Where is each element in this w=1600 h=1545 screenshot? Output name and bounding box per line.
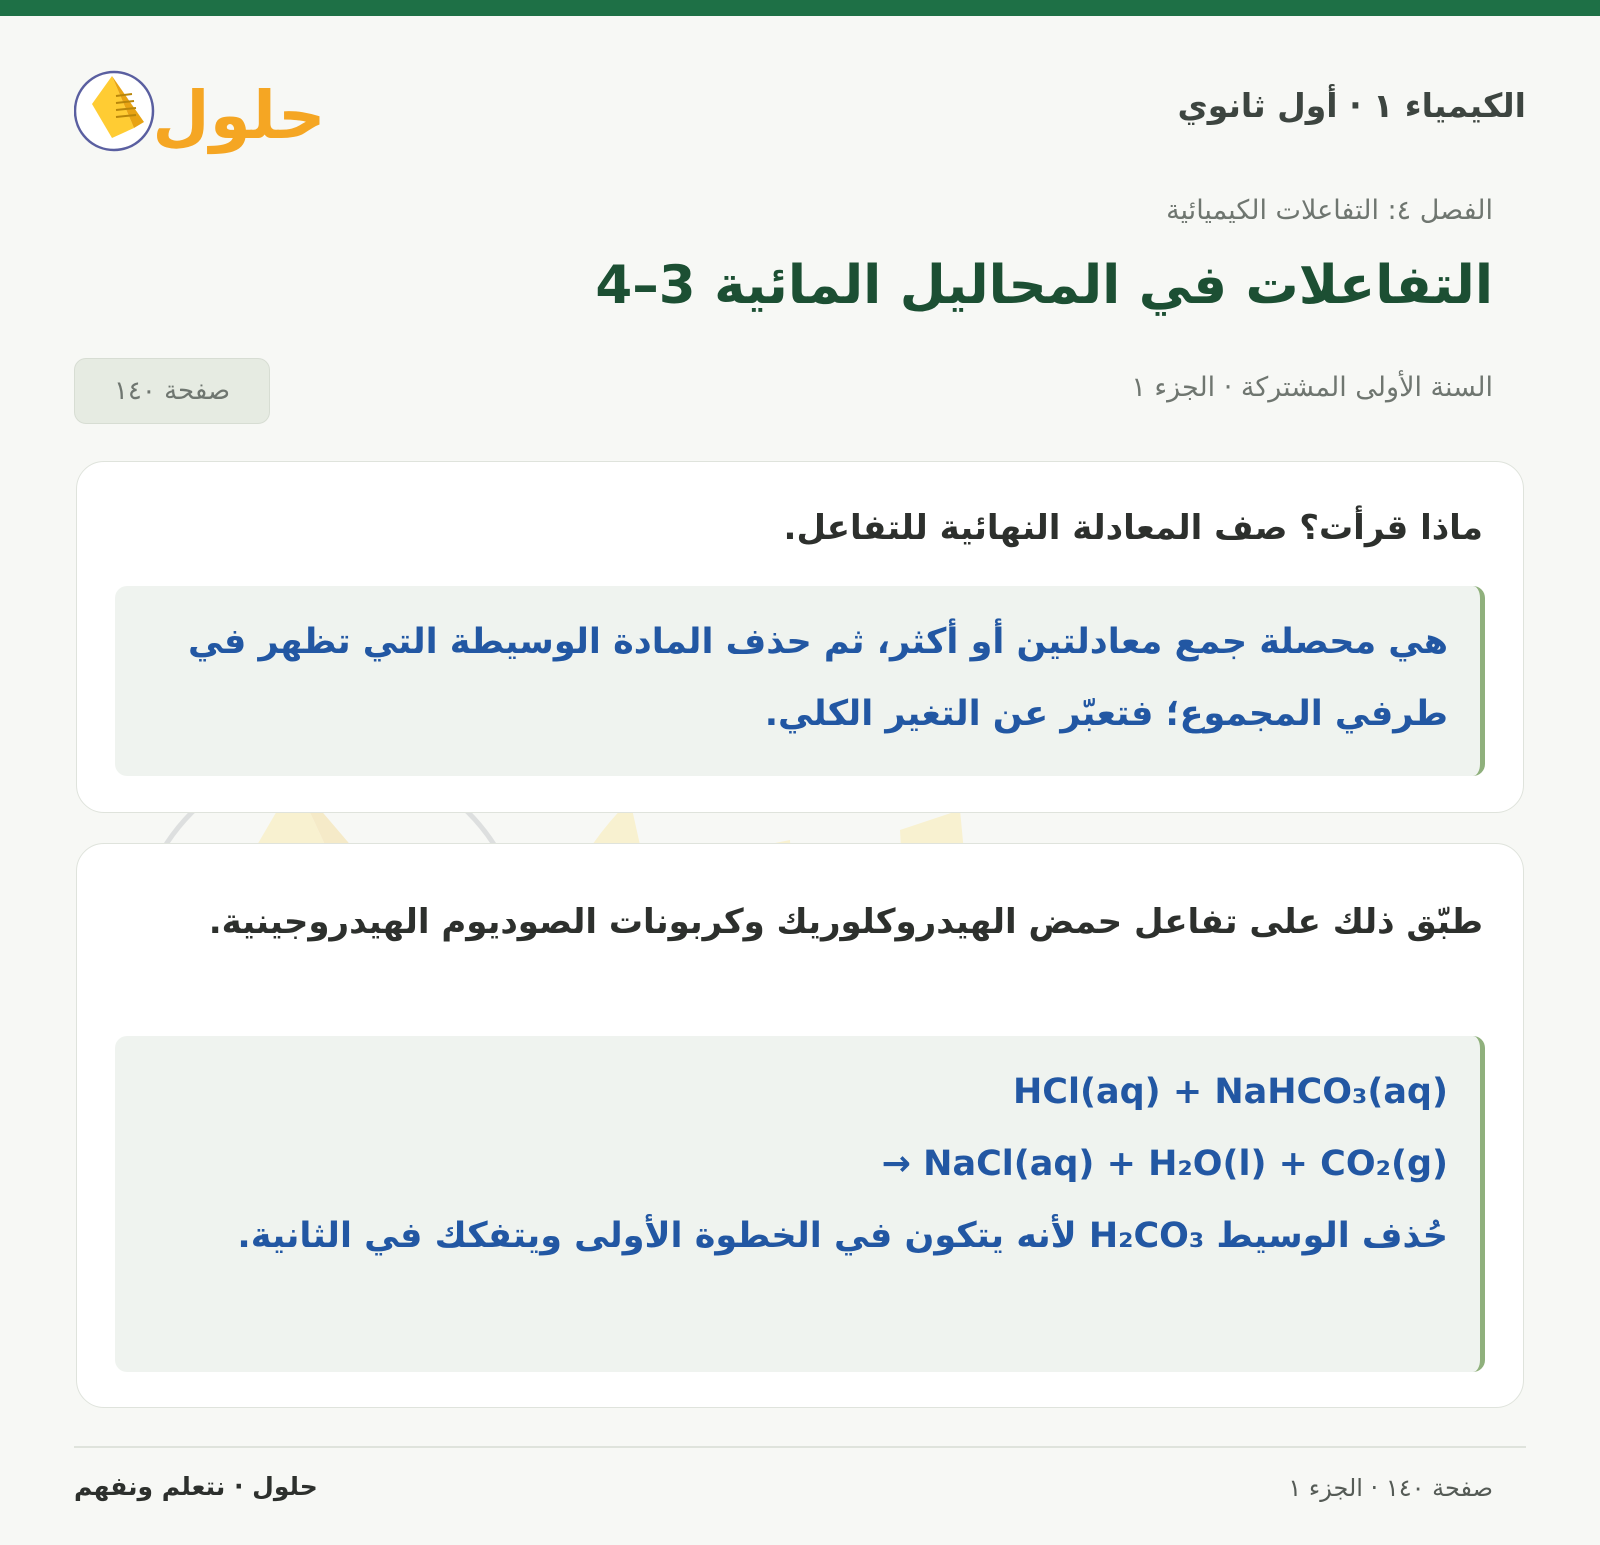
- equation-line-1: HCl(aq) + NaHCO₃(aq): [1013, 1072, 1448, 1112]
- footer-divider: [74, 1446, 1526, 1448]
- question-text: ماذا قرأت؟ صف المعادلة النهائية للتفاعل.: [783, 508, 1483, 548]
- chapter-label: الفصل ٤: التفاعلات الكيميائية: [1166, 195, 1493, 226]
- subject-title: الكيمياء ١ · أول ثانوي: [1177, 86, 1526, 125]
- footer-tagline: حلول · نتعلم ونفهم: [74, 1472, 318, 1501]
- top-accent-bar: [0, 0, 1600, 16]
- equation-line-2: → NaCl(aq) + H₂O(l) + CO₂(g): [881, 1144, 1448, 1184]
- page-header: [74, 56, 1526, 156]
- question-card-1: [76, 461, 1524, 813]
- meta-row: [74, 358, 1493, 424]
- logo-text: حلول: [152, 77, 326, 154]
- meta-info: السنة الأولى المشتركة · الجزء ١: [1131, 372, 1493, 403]
- question-card-2: [76, 843, 1524, 1408]
- answer-box: [115, 586, 1485, 776]
- answer-text: هي محصلة جمع معادلتين أو أكثر، ثم حذف المادة الوسيطة التي تظهر في طرفي المجموع؛ فتعبّر عن التغير الكلي.: [187, 622, 1448, 734]
- answer-box: [115, 1036, 1485, 1372]
- hulul-logo[interactable]: [74, 56, 334, 156]
- page-badge: صفحة ١٤٠: [74, 358, 270, 424]
- footer-page-info: صفحة ١٤٠ · الجزء ١: [1288, 1474, 1493, 1502]
- answer-note: حُذف الوسيط H₂CO₃ لأنه يتكون في الخطوة الأولى ويتفكك في الثانية.: [237, 1216, 1448, 1256]
- question-text: طبّق ذلك على تفاعل حمض الهيدروكلوريك وكربونات الصوديوم الهيدروجينية.: [208, 902, 1483, 942]
- lesson-title: التفاعلات في المحاليل المائية 3–4: [595, 255, 1493, 316]
